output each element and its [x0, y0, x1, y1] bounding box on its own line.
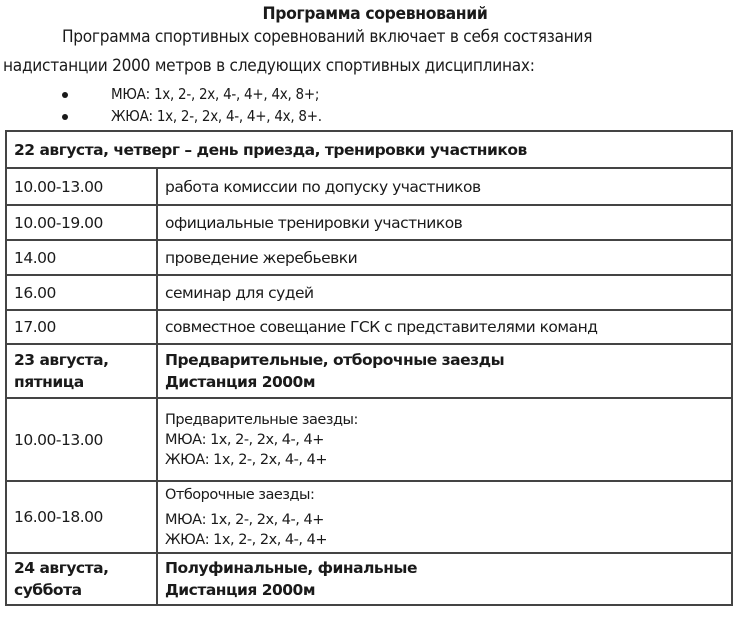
time-cell: 16.00-18.00 [6, 481, 157, 553]
day3-date: 24 августа, [14, 559, 109, 577]
bullet-icon [62, 114, 68, 120]
day3-weekday: суббота [14, 581, 82, 599]
day3-distance: Дистанция 2000м [165, 581, 316, 599]
discipline-women: ЖЮА: 1х, 2-, 2х, 4-, 4+, 4х, 8+. [111, 107, 322, 125]
time-cell: 10.00-13.00 [6, 398, 157, 481]
event-cell: работа комиссии по допуску участников [157, 168, 732, 205]
day2-title-cell [157, 344, 732, 398]
day2-title: Предварительные, отборочные заезды [165, 351, 505, 369]
day2-date: 23 августа, [14, 351, 109, 369]
event-cell [157, 481, 732, 553]
table-row [6, 205, 732, 240]
time-cell: 10.00-19.00 [6, 205, 157, 240]
intro-text-line-2: надистанции 2000 метров в следующих спортивных дисциплинах: [3, 56, 535, 76]
table-row [6, 275, 732, 310]
intro-text-line-1: Программа спортивных соревнований включает в себя состязания [62, 27, 593, 47]
bullet-icon [62, 92, 68, 98]
heat-heading: Отборочные заезды: [165, 486, 315, 503]
heat-men: МЮА: 1х, 2-, 2х, 4-, 4+ [165, 511, 324, 528]
time-cell: 14.00 [6, 240, 157, 275]
page-title: Программа соревнований [262, 4, 488, 24]
day1-header: 22 августа, четверг – день приезда, тренировки участников [6, 131, 732, 168]
heat-men: МЮА: 1х, 2-, 2х, 4-, 4+ [165, 431, 324, 448]
event-cell: проведение жеребьевки [157, 240, 732, 275]
table-row [6, 398, 732, 481]
table-row [6, 310, 732, 344]
time-cell: 10.00-13.00 [6, 168, 157, 205]
day3-header-row [6, 553, 732, 605]
table-row [6, 481, 732, 553]
heat-women: ЖЮА: 1х, 2-, 2х, 4-, 4+ [165, 531, 327, 548]
time-cell: 16.00 [6, 275, 157, 310]
day2-weekday: пятница [14, 373, 84, 391]
event-cell: совместное совещание ГСК с представителями команд [157, 310, 732, 344]
schedule-table [5, 130, 733, 606]
event-cell: официальные тренировки участников [157, 205, 732, 240]
heat-heading: Предварительные заезды: [165, 411, 358, 428]
day3-title-cell [157, 553, 732, 605]
day1-header-row [6, 131, 732, 168]
day2-header-row [6, 344, 732, 398]
discipline-men: МЮА: 1х, 2-, 2х, 4-, 4+, 4х, 8+; [111, 85, 320, 103]
time-cell: 17.00 [6, 310, 157, 344]
event-cell: семинар для судей [157, 275, 732, 310]
day2-date-cell [6, 344, 157, 398]
day2-distance: Дистанция 2000м [165, 373, 316, 391]
event-cell [157, 398, 732, 481]
table-row [6, 240, 732, 275]
heat-women: ЖЮА: 1х, 2-, 2х, 4-, 4+ [165, 451, 327, 468]
table-row [6, 168, 732, 205]
day3-date-cell [6, 553, 157, 605]
day3-title: Полуфинальные, финальные [165, 559, 417, 577]
